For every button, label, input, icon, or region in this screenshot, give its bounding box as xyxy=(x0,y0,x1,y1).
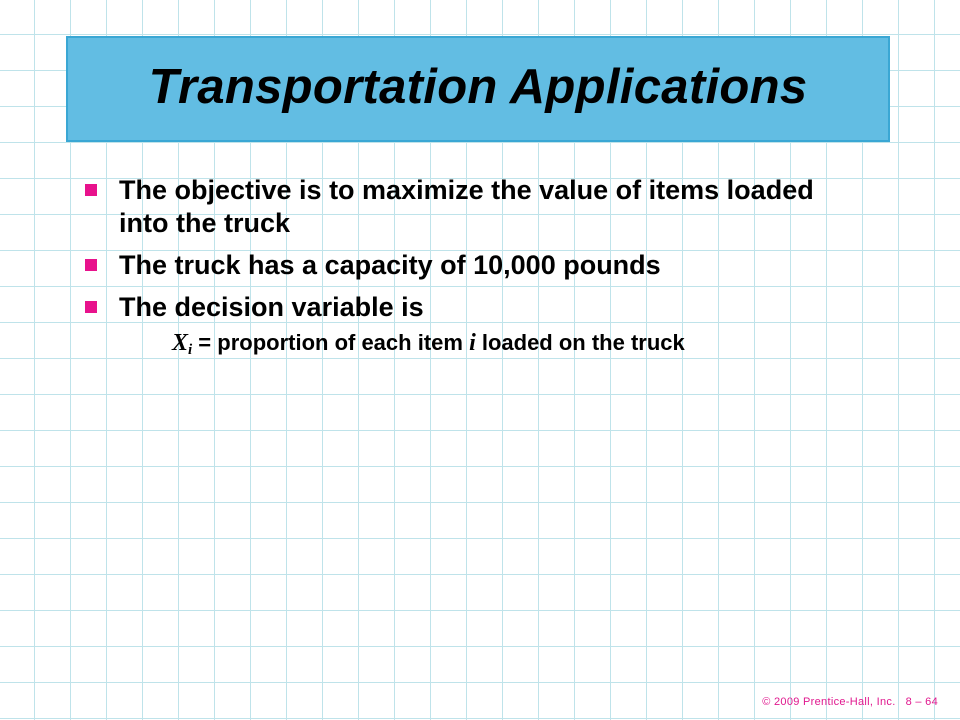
bullet-item xyxy=(85,291,865,324)
bullet-text: The decision variable is xyxy=(119,292,424,322)
bullet-text: The truck has a capacity of 10,000 pounds xyxy=(119,250,661,280)
bullet-list xyxy=(85,174,865,333)
square-bullet-icon xyxy=(85,184,97,196)
definition-text-after: loaded on the truck xyxy=(475,330,685,355)
variable-definition xyxy=(172,330,685,359)
variable-symbol: X xyxy=(172,330,189,356)
definition-text-before: proportion of each item xyxy=(217,330,470,355)
index-variable: i xyxy=(469,330,476,356)
decision-variable xyxy=(172,330,192,356)
slide-footer: © 2009 Prentice-Hall, Inc. 8 – 64 xyxy=(762,696,938,708)
bullet-item xyxy=(85,249,865,282)
slide-title: Transportation Applications xyxy=(148,60,808,114)
square-bullet-icon xyxy=(85,301,97,313)
square-bullet-icon xyxy=(85,259,97,271)
bullet-text: The objective is to maximize the value of items loaded into the truck xyxy=(119,175,814,238)
title-banner xyxy=(66,36,890,142)
variable-subscript: i xyxy=(188,342,193,358)
bullet-item xyxy=(85,174,865,240)
equals-sign: = xyxy=(192,330,218,355)
